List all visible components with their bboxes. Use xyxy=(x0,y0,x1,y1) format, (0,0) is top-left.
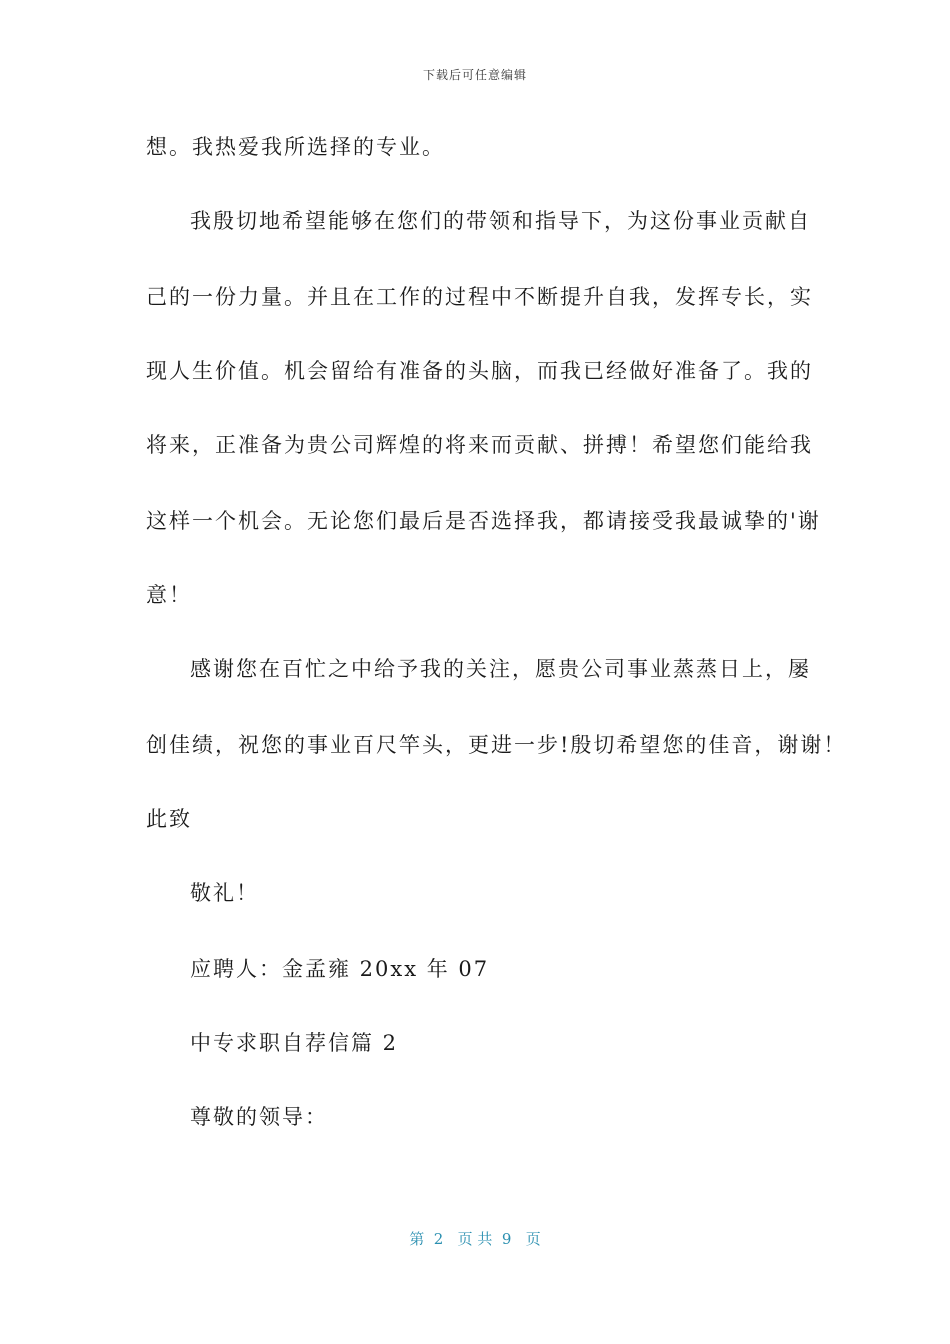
body-line-2: 我殷切地希望能够在您们的带领和指导下，为这份事业贡献自 xyxy=(190,209,811,233)
body-line-11: 敬礼！ xyxy=(190,881,259,905)
body-line-1: 想。我热爱我所选择的专业。 xyxy=(146,135,445,159)
body-line-5: 将来，正准备为贵公司辉煌的将来而贡献、拼搏！希望您们能给我 xyxy=(146,433,813,457)
body-line-7: 意！ xyxy=(146,583,192,607)
body-line-12: 应聘人：金孟雍 20xx 年 07 xyxy=(190,957,490,981)
page-number-footer: 第 2 页 共 9 页 xyxy=(409,1230,541,1248)
body-line-10: 此致 xyxy=(146,807,192,831)
body-line-13: 中专求职自荐信篇 2 xyxy=(190,1031,399,1055)
body-line-4: 现人生价值。机会留给有准备的头脑，而我已经做好准备了。我的 xyxy=(146,359,813,383)
body-line-9: 创佳绩，祝您的事业百尺竿头，更进一步!殷切希望您的佳音，谢谢！ xyxy=(146,733,847,757)
body-line-8: 感谢您在百忙之中给予我的关注，愿贵公司事业蒸蒸日上，屡 xyxy=(190,657,811,681)
body-line-14: 尊敬的领导： xyxy=(190,1105,328,1129)
body-line-3: 己的一份力量。并且在工作的过程中不断提升自我，发挥专长，实 xyxy=(146,285,813,309)
page-header-note: 下载后可任意编辑 xyxy=(422,68,527,82)
body-line-6: 这样一个机会。无论您们最后是否选择我，都请接受我最诚挚的'谢 xyxy=(146,509,821,533)
